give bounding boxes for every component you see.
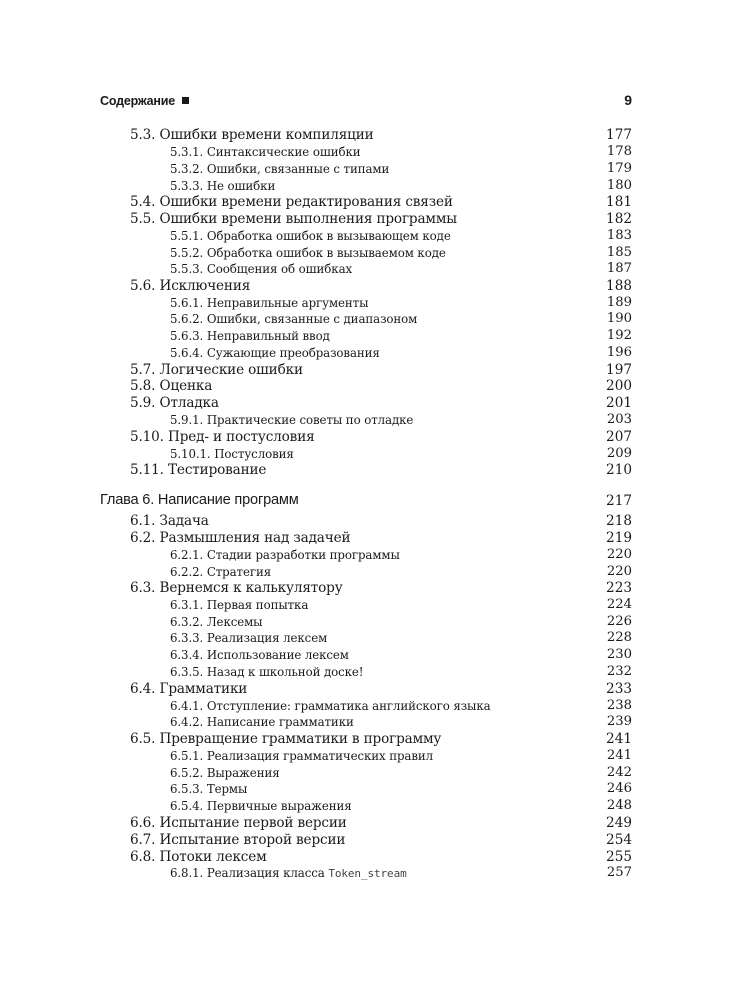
toc-entry-title: 5.10.1. Постусловия: [170, 447, 294, 461]
toc-entry: [0, 328, 732, 345]
toc-entry-page: 220: [606, 547, 632, 562]
toc-entry-page: 190: [606, 311, 632, 326]
toc-entry-title: 5.6.2. Ошибки, связанные с диапазоном: [170, 312, 418, 326]
toc-entry: [0, 798, 732, 815]
running-head-section: Содержание: [100, 94, 189, 108]
toc-entry-title: 5.7. Логические ошибки: [130, 362, 303, 378]
toc-entry: [0, 261, 732, 278]
toc-entry-title: 6.5.1. Реализация грамматических правил: [170, 749, 434, 763]
toc-entry-page: 220: [606, 564, 632, 579]
toc-entry-page: 192: [606, 328, 632, 343]
toc-entry-title: 6.3.4. Использование лексем: [170, 648, 349, 662]
page-number: 9: [624, 92, 632, 108]
toc-entry-title: [170, 866, 407, 880]
toc-entry-title: 5.6.4. Сужающие преобразования: [170, 346, 380, 360]
toc-entry-title: 5.3.2. Ошибки, связанные с типами: [170, 162, 390, 176]
toc-entry: [0, 211, 732, 228]
toc-entry-page: 196: [606, 345, 632, 360]
toc-entry: [0, 731, 732, 748]
toc-entry: [0, 580, 732, 597]
toc-entry-title: 5.6.3. Неправильный ввод: [170, 329, 330, 343]
toc-entry: [0, 765, 732, 782]
toc-entry: [0, 395, 732, 412]
toc-entry-page: 177: [606, 127, 632, 143]
toc-entry: [0, 614, 732, 631]
toc-entry-page: 182: [606, 211, 632, 227]
code-class-name: Token_stream: [328, 867, 407, 880]
toc-entry: [0, 462, 732, 479]
toc-entry-title: 6.3.2. Лексемы: [170, 615, 263, 629]
toc-entry-page: 210: [606, 462, 632, 478]
toc-entry: [0, 161, 732, 178]
toc-entry-page: 224: [606, 597, 632, 612]
toc-entry-page: 209: [606, 446, 632, 461]
toc-entry-title: 6.3.3. Реализация лексем: [170, 631, 328, 645]
toc-entry-title: 5.5.1. Обработка ошибок в вызывающем коде: [170, 229, 451, 243]
toc-entry: [0, 228, 732, 245]
toc-entry-title: 6.2.2. Стратегия: [170, 565, 272, 579]
toc-entry-page: 255: [606, 849, 632, 865]
toc-entry-page: 232: [606, 664, 632, 679]
toc-entry-page: 178: [606, 144, 632, 159]
toc-entry-page: 188: [606, 278, 632, 294]
toc-entry-title: 5.11. Тестирование: [130, 462, 267, 478]
toc-entry-title: 6.3.5. Назад к школьной доске!: [170, 665, 364, 679]
toc-entry: [0, 748, 732, 765]
toc-entry-page: 207: [606, 429, 632, 445]
toc-entry-title: 6.2.1. Стадии разработки программы: [170, 548, 400, 562]
toc-entry-page: 197: [606, 362, 632, 378]
toc-entry: [0, 547, 732, 564]
toc-entry-page: 179: [606, 161, 632, 176]
toc-entry: [0, 178, 732, 195]
toc-entry-page: 223: [606, 580, 632, 596]
toc-entry: [0, 832, 732, 849]
toc-entry-page: 241: [606, 731, 632, 747]
toc-entry: [0, 630, 732, 647]
toc-entry-title: 6.3. Вернемся к калькулятору: [130, 580, 343, 596]
toc-entry-title: 5.5.2. Обработка ошибок в вызываемом коде: [170, 246, 446, 260]
toc-entry-title: 5.5.3. Сообщения об ошибках: [170, 262, 353, 276]
toc-entry-page: 180: [606, 178, 632, 193]
toc-entry: [0, 127, 732, 144]
toc-entry: [0, 513, 732, 530]
toc-entry-title: 6.1. Задача: [130, 513, 209, 529]
toc-entry: [0, 698, 732, 715]
toc-chapter-heading: [0, 492, 732, 512]
toc-entry-title: 6.5. Превращение грамматики в программу: [130, 731, 442, 747]
toc-entry-page: 187: [606, 261, 632, 276]
toc-entry-page: 242: [606, 765, 632, 780]
toc-entry-page: 249: [606, 815, 632, 831]
toc-entry: [0, 245, 732, 262]
toc-entry-page: 226: [606, 614, 632, 629]
toc-entry: [0, 681, 732, 698]
toc-entry: [0, 446, 732, 463]
toc-entry-page: 246: [606, 781, 632, 796]
toc-entry: [0, 311, 732, 328]
toc-entry: [0, 597, 732, 614]
toc-entry: [0, 714, 732, 731]
toc-entry-page: 201: [606, 395, 632, 411]
toc-entry: [0, 429, 732, 446]
toc-entry-page: 233: [606, 681, 632, 697]
toc-entry-page: 219: [606, 530, 632, 546]
toc-entry-page: 238: [606, 698, 632, 713]
toc-entry-title: 6.8. Потоки лексем: [130, 849, 267, 865]
toc-entry-title: 5.6. Исключения: [130, 278, 251, 294]
toc-entry-title: 5.3.3. Не ошибки: [170, 179, 276, 193]
toc-entry: [0, 815, 732, 832]
toc-entry-title: 6.4.1. Отступление: грамматика английского языка: [170, 699, 491, 713]
toc-entry: [0, 278, 732, 295]
toc-entry-title: 5.5. Ошибки времени выполнения программы: [130, 211, 457, 227]
toc-entry-title: 6.5.3. Термы: [170, 782, 248, 796]
toc-entry-page: 189: [606, 295, 632, 310]
toc-entry-title: 6.4. Грамматики: [130, 681, 248, 697]
toc-entry-page: 241: [606, 748, 632, 763]
toc-entry-title: 6.7. Испытание второй версии: [130, 832, 346, 848]
toc-entry-title: 5.3.1. Синтаксические ошибки: [170, 145, 361, 159]
toc-entry: [0, 345, 732, 362]
toc-entry-title: 5.10. Пред- и постусловия: [130, 429, 315, 445]
toc-entry-title: 5.4. Ошибки времени редактирования связей: [130, 194, 453, 210]
toc-entry-title: 5.6.1. Неправильные аргументы: [170, 296, 369, 310]
toc-entry-page: 248: [606, 798, 632, 813]
toc-entry: [0, 362, 732, 379]
toc-entry: [0, 781, 732, 798]
toc-entry-page: 203: [606, 412, 632, 427]
chapter-page: 217: [606, 493, 632, 509]
toc-entry: [0, 564, 732, 581]
toc-entry: [0, 412, 732, 429]
toc-entry-title: 6.5.4. Первичные выражения: [170, 799, 352, 813]
toc-entry: [0, 664, 732, 681]
toc-entry-title: 5.9. Отладка: [130, 395, 219, 411]
square-marker-icon: [182, 97, 189, 104]
toc-entry-title-text: 6.8.1. Реализация класса: [170, 866, 329, 880]
toc-entry-page: 183: [606, 228, 632, 243]
toc-entry-page: 185: [606, 245, 632, 260]
toc-entry: [0, 378, 732, 395]
toc-entry-page: 181: [606, 194, 632, 210]
toc-entry-title: 5.8. Оценка: [130, 378, 213, 394]
toc-entry-title: 6.2. Размышления над задачей: [130, 530, 351, 546]
toc-entry-title: 5.3. Ошибки времени компиляции: [130, 127, 374, 143]
toc-entry-page: 218: [606, 513, 632, 529]
toc-entry-title: 6.3.1. Первая попытка: [170, 598, 309, 612]
toc-entry: [0, 144, 732, 161]
toc-entry-title: 5.9.1. Практические советы по отладке: [170, 413, 414, 427]
toc-entry-title: 6.5.2. Выражения: [170, 766, 280, 780]
toc-entry-page: 257: [606, 865, 632, 880]
running-head: [100, 94, 632, 110]
toc-entry-page: 254: [606, 832, 632, 848]
chapter-title: Глава 6. Написание программ: [100, 492, 299, 508]
toc-entry: [0, 530, 732, 547]
toc-entry-page: 200: [606, 378, 632, 394]
toc-entry-page: 230: [606, 647, 632, 662]
toc-entry: [0, 865, 732, 882]
toc-entry: [0, 194, 732, 211]
toc-entry-title: 6.4.2. Написание грамматики: [170, 715, 354, 729]
toc-entry-page: 228: [606, 630, 632, 645]
toc-entry: [0, 849, 732, 866]
toc-entry: [0, 295, 732, 312]
toc-entry-page: 239: [606, 714, 632, 729]
toc-entry-title: 6.6. Испытание первой версии: [130, 815, 347, 831]
toc-entry: [0, 647, 732, 664]
